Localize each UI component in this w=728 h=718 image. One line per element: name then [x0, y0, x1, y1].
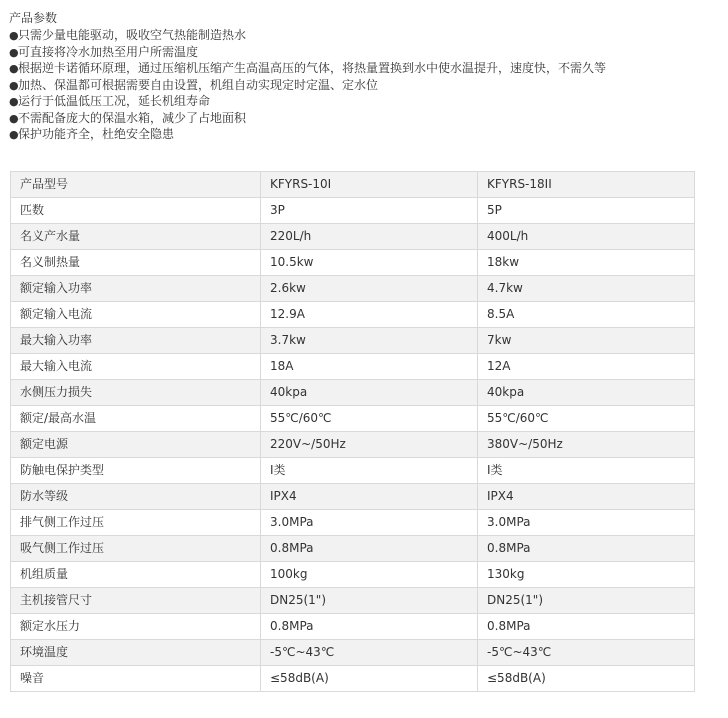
- param-name-cell: 防水等级: [11, 484, 261, 510]
- table-row: [11, 666, 695, 692]
- table-row: [11, 302, 695, 328]
- param-name-cell: 名义制热量: [11, 250, 261, 276]
- model-10i-cell: 0.8MPa: [261, 536, 478, 562]
- table-row: [11, 406, 695, 432]
- feature-text: 保护功能齐全，杜绝安全隐患: [18, 127, 175, 141]
- table-row: [11, 224, 695, 250]
- param-name-cell: 产品型号: [11, 172, 261, 198]
- feature-item: [9, 126, 709, 143]
- model-18ii-cell: 0.8MPa: [478, 614, 695, 640]
- model-18ii-cell: -5℃~43℃: [478, 640, 695, 666]
- feature-text: 可直接将冷水加热至用户所需温度: [18, 44, 199, 59]
- spec-table: [10, 171, 695, 692]
- model-18ii-cell: KFYRS-18II: [478, 172, 695, 198]
- model-18ii-cell: DN25(1"): [478, 588, 695, 614]
- param-name-cell: 最大输入电流: [11, 354, 261, 380]
- param-name-cell: 名义产水量: [11, 224, 261, 250]
- param-name-cell: 防触电保护类型: [11, 458, 261, 484]
- param-name-cell: 机组质量: [11, 562, 261, 588]
- param-name-cell: 额定输入功率: [11, 276, 261, 302]
- model-18ii-cell: 12A: [478, 354, 695, 380]
- model-18ii-cell: 18kw: [478, 250, 695, 276]
- param-name-cell: 水侧压力损失: [11, 380, 261, 406]
- model-18ii-cell: 55℃/60℃: [478, 406, 695, 432]
- table-row: [11, 458, 695, 484]
- bullet-icon: ●: [9, 128, 19, 141]
- model-18ii-cell: 5P: [478, 198, 695, 224]
- model-18ii-cell: IPX4: [478, 484, 695, 510]
- model-10i-cell: 10.5kw: [261, 250, 478, 276]
- model-18ii-cell: 40kpa: [478, 380, 695, 406]
- model-18ii-cell: 3.0MPa: [478, 510, 695, 536]
- model-10i-cell: 40kpa: [261, 380, 478, 406]
- bullet-icon: ●: [9, 29, 19, 42]
- feature-item: [9, 44, 709, 61]
- model-10i-cell: DN25(1"): [261, 588, 478, 614]
- param-name-cell: 额定/最高水温: [11, 406, 261, 432]
- table-row: [11, 328, 695, 354]
- model-18ii-cell: 400L/h: [478, 224, 695, 250]
- param-name-cell: 噪音: [11, 666, 261, 692]
- table-row: [11, 172, 695, 198]
- model-10i-cell: 0.8MPa: [261, 614, 478, 640]
- model-10i-cell: 3.0MPa: [261, 510, 478, 536]
- table-row: [11, 614, 695, 640]
- model-18ii-cell: 7kw: [478, 328, 695, 354]
- feature-text: 根据逆卡诺循环原理，通过压缩机压缩产生高温高压的气体，将热量置换到水中使水温提升，速度快，不需久等: [18, 61, 607, 75]
- feature-list: [9, 27, 709, 143]
- model-10i-cell: IPX4: [261, 484, 478, 510]
- model-10i-cell: KFYRS-10I: [261, 172, 478, 198]
- table-row: [11, 562, 695, 588]
- table-row: [11, 432, 695, 458]
- feature-text: 运行于低温低压工况，延长机组寿命: [18, 94, 211, 108]
- table-row: [11, 354, 695, 380]
- model-10i-cell: 12.9A: [261, 302, 478, 328]
- param-name-cell: 排气侧工作过压: [11, 510, 261, 536]
- product-intro: [9, 10, 709, 143]
- section-title: 产品参数: [9, 11, 58, 25]
- model-10i-cell: 3P: [261, 198, 478, 224]
- param-name-cell: 额定电源: [11, 432, 261, 458]
- table-row: [11, 510, 695, 536]
- model-10i-cell: 18A: [261, 354, 478, 380]
- model-10i-cell: I类: [261, 458, 478, 484]
- table-row: [11, 640, 695, 666]
- table-row: [11, 536, 695, 562]
- table-row: [11, 198, 695, 224]
- table-row: [11, 276, 695, 302]
- table-row: [11, 250, 695, 276]
- model-18ii-cell: I类: [478, 458, 695, 484]
- model-10i-cell: 3.7kw: [261, 328, 478, 354]
- param-name-cell: 额定输入电流: [11, 302, 261, 328]
- feature-item: [9, 27, 709, 44]
- bullet-icon: ●: [9, 45, 19, 59]
- model-10i-cell: 100kg: [261, 562, 478, 588]
- model-10i-cell: 2.6kw: [261, 276, 478, 302]
- feature-item: [9, 93, 709, 110]
- param-name-cell: 最大输入功率: [11, 328, 261, 354]
- feature-text: 只需少量电能驱动，吸收空气热能制造热水: [18, 28, 247, 42]
- bullet-icon: ●: [9, 78, 19, 92]
- param-name-cell: 额定水压力: [11, 614, 261, 640]
- model-10i-cell: -5℃~43℃: [261, 640, 478, 666]
- model-10i-cell: 55℃/60℃: [261, 406, 478, 432]
- feature-item: [9, 110, 709, 127]
- model-18ii-cell: ≤58dB(A): [478, 666, 695, 692]
- feature-item: [9, 77, 709, 94]
- param-name-cell: 环境温度: [11, 640, 261, 666]
- feature-item: [9, 60, 709, 77]
- feature-text: 不需配备庞大的保温水箱，减少了占地面积: [18, 110, 247, 125]
- model-18ii-cell: 8.5A: [478, 302, 695, 328]
- bullet-icon: ●: [9, 62, 19, 75]
- model-18ii-cell: 0.8MPa: [478, 536, 695, 562]
- model-10i-cell: 220V~/50Hz: [261, 432, 478, 458]
- model-18ii-cell: 380V~/50Hz: [478, 432, 695, 458]
- model-10i-cell: 220L/h: [261, 224, 478, 250]
- model-18ii-cell: 130kg: [478, 562, 695, 588]
- bullet-icon: ●: [9, 111, 19, 125]
- model-10i-cell: ≤58dB(A): [261, 666, 478, 692]
- param-name-cell: 吸气侧工作过压: [11, 536, 261, 562]
- table-row: [11, 484, 695, 510]
- param-name-cell: 主机接管尺寸: [11, 588, 261, 614]
- table-row: [11, 380, 695, 406]
- feature-text: 加热、保温都可根据需要自由设置，机组自动实现定时定温、定水位: [18, 77, 379, 92]
- model-18ii-cell: 4.7kw: [478, 276, 695, 302]
- table-row: [11, 588, 695, 614]
- bullet-icon: ●: [9, 95, 19, 108]
- param-name-cell: 匹数: [11, 198, 261, 224]
